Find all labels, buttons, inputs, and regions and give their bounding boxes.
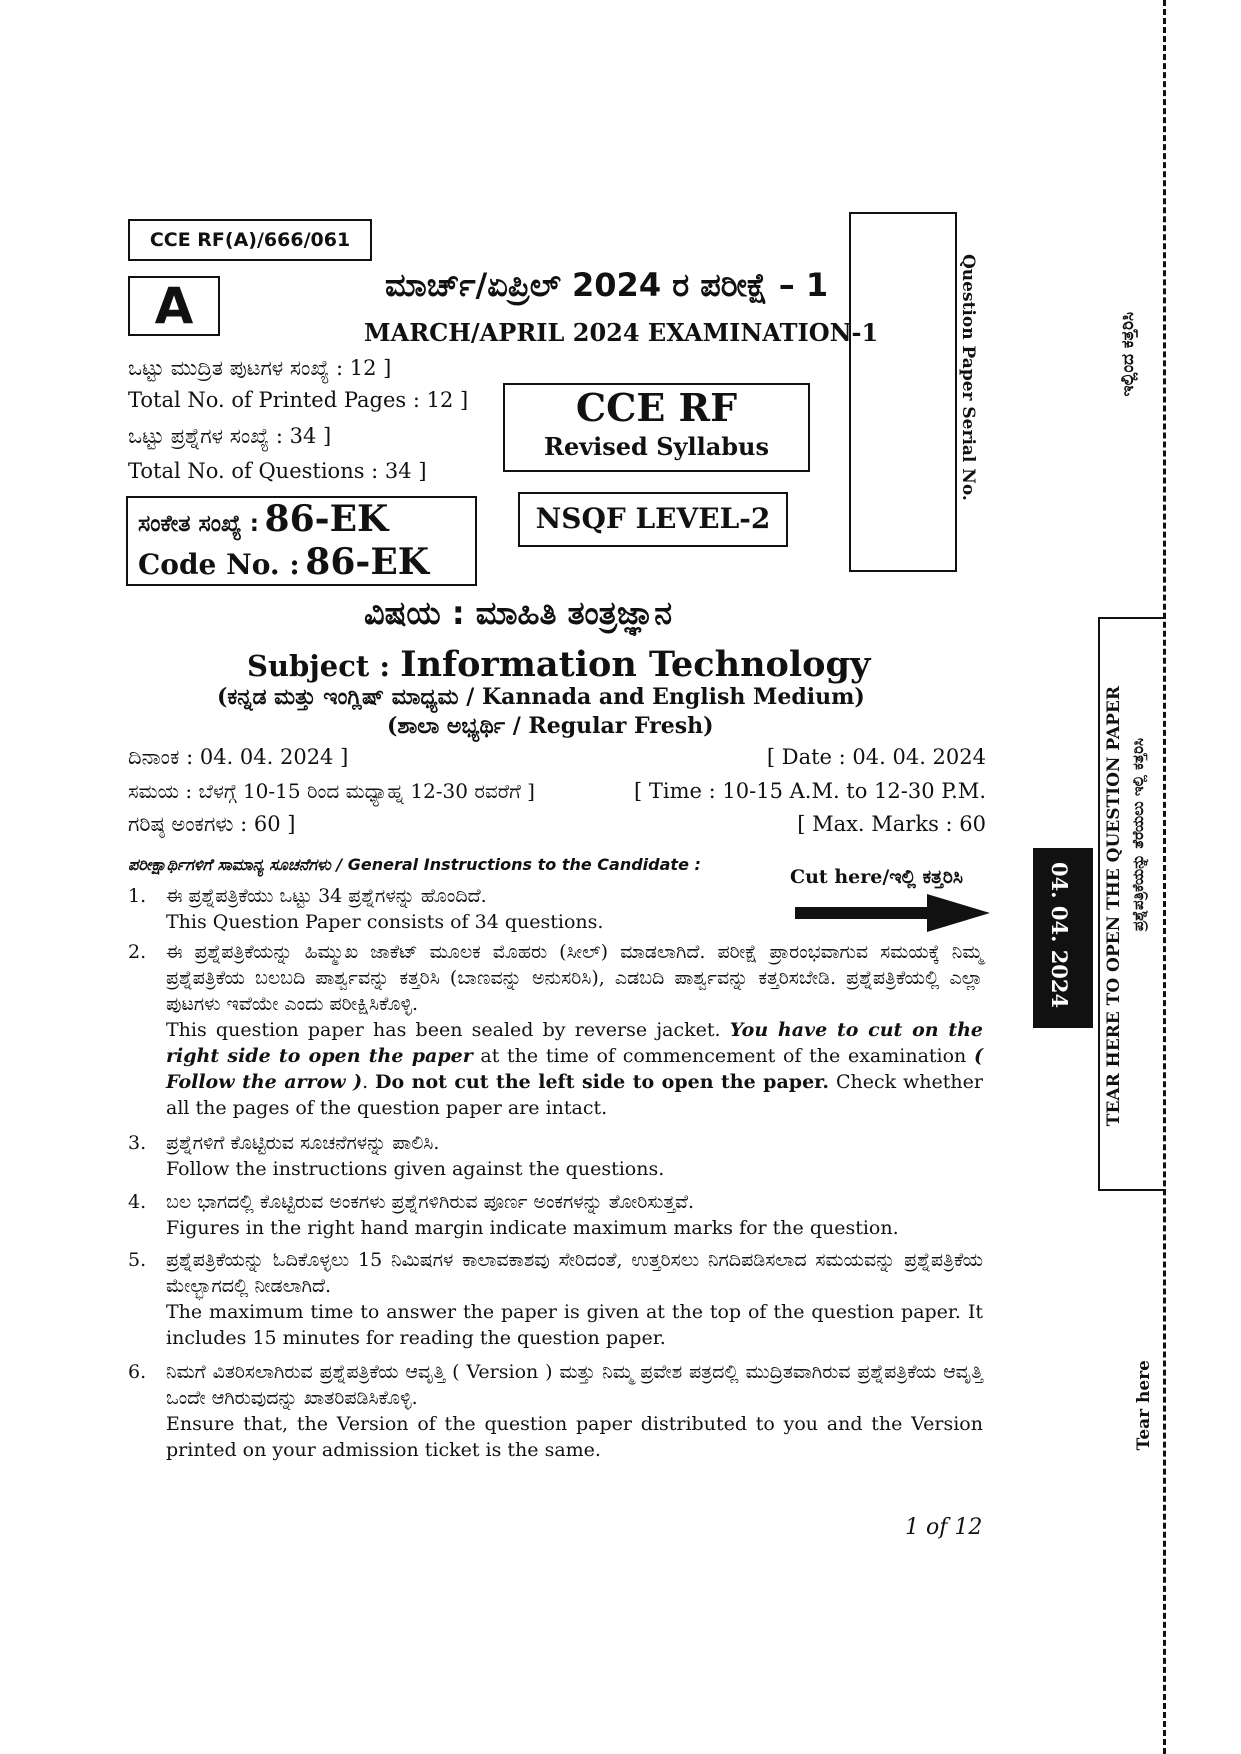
- paper-code-box: [128, 219, 372, 261]
- page-number: 1 of 12: [905, 1515, 983, 1540]
- instruction-en: This question paper has been sealed by reverse jacket. You have to cut on the right side to open the paper at the time of commencement of the examination ( Follow the arrow ). Do not cut the left side to open the paper. Check whether all the pages of the question paper are intact.: [166, 1019, 984, 1119]
- instruction-en: Ensure that, the Version of the question paper distributed to you and the Version printed on your admission ticket is the same.: [166, 1413, 983, 1461]
- subject-kn: ವಿಷಯ : ಮಾಹಿತಿ ತಂತ್ರಜ್ಞಾನ: [364, 594, 673, 632]
- instruction-item-2: [128, 939, 983, 1121]
- tear-instruction-en: TEAR HERE TO OPEN THE QUESTION PAPER: [1104, 686, 1124, 1127]
- instruction-en: Follow the instructions given against the questions.: [166, 1158, 665, 1180]
- instruction-kn: ನಿಮಗೆ ವಿತರಿಸಲಾಗಿರುವ ಪ್ರಶ್ನೆಪತ್ರಿಕೆಯ ಆವೃತ್ತಿ ( Version ) ಮತ್ತು ನಿಮ್ಮ ಪ್ರವೇಶ ಪತ್ರದಲ್ಲಿ ಮುದ್ರಿತವಾಗಿರುವ ಪ್ರಶ್ನೆಪತ್ರಿಕೆಯ ಆವೃತ್ತಿ ಒಂದೇ ಆಗಿರುವುದನ್ನು ಖಾತರಿಪಡಿಸಿಕೊಳ್ಳಿ.: [166, 1361, 983, 1409]
- instruction-kn: ಪ್ರಶ್ನೆಪತ್ರಿಕೆಯನ್ನು ಓದಿಕೊಳ್ಳಲು 15 ನಿಮಿಷಗಳ ಕಾಲಾವಕಾಶವು ಸೇರಿದಂತೆ, ಉತ್ತರಿಸಲು ನಿಗದಿಪಡಿಸಲಾದ ಸಮಯವನ್ನು ಪ್ರಶ್ನೆಪತ್ರಿಕೆಯ ಮೇಲ್ಭಾಗದಲ್ಲಿ ನೀಡಲಾಗಿದೆ.: [166, 1249, 983, 1297]
- date-kn: ದಿನಾಂಕ : 04. 04. 2024 ]: [128, 745, 349, 769]
- tear-instruction-kn: ಪ್ರಶ್ನೆಪತ್ರಿಕೆಯನ್ನು ತೆರೆಯಲು ಇಲ್ಲಿ ಕತ್ತರಿಸಿ: [1129, 738, 1147, 932]
- exam-title-kn: ಮಾರ್ಚ್/ಏಪ್ರಿಲ್ 2024 ರ ಪರೀಕ್ಷೆ – 1: [385, 266, 829, 304]
- serial-number-label: Question Paper Serial No.: [958, 254, 978, 501]
- instruction-kn: ಈ ಪ್ರಶ್ನೆಪತ್ರಿಕೆಯನ್ನು ಹಿಮ್ಮುಖ ಜಾಕೆಟ್ ಮೂಲಕ ಮೊಹರು (ಸೀಲ್) ಮಾಡಲಾಗಿದೆ. ಪರೀಕ್ಷೆ ಪ್ರಾರಂಭವಾಗುವ ಸಮಯಕ್ಕೆ ನಿಮ್ಮ ಪ್ರಶ್ನೆಪತ್ರಿಕೆಯ ಬಲಬದಿ ಪಾರ್ಶ್ವವನ್ನು ಕತ್ತರಿಸಿ (ಬಾಣವನ್ನು ಅನುಸರಿಸಿ), ಎಡಬದಿ ಪಾರ್ಶ್ವವನ್ನು ಕತ್ತರಿಸಬೇಡಿ. ಪ್ರಶ್ನೆಪತ್ರಿಕೆಯಲ್ಲಿ ಎಲ್ಲಾ ಪುಟಗಳು ಇವೆಯೇ ಎಂದು ಪರೀಕ್ಷಿಸಿಕೊಳ್ಳಿ.: [166, 941, 983, 1015]
- version-box: [128, 276, 220, 336]
- date-band-text: 04. 04. 2024: [1047, 862, 1072, 1009]
- instruction-en: This Question Paper consists of 34 questions.: [166, 911, 604, 933]
- questions-en: Total No. of Questions : 34 ]: [128, 459, 427, 483]
- questions-kn: ಒಟ್ಟು ಪ್ರಶ್ನೆಗಳ ಸಂಖ್ಯೆ : 34 ]: [128, 424, 332, 448]
- instruction-en: Figures in the right hand margin indicate maximum marks for the question.: [166, 1217, 899, 1239]
- candidate-type: (ಶಾಲಾ ಅಭ್ಯರ್ಥಿ / Regular Fresh): [387, 713, 714, 739]
- instruction-item-5: [128, 1247, 983, 1351]
- instruction-en: The maximum time to answer the paper is given at the top of the question paper. It includes 15 minutes for reading the question paper.: [166, 1301, 983, 1349]
- instruction-number: 6.: [128, 1361, 147, 1383]
- exam-title-en: MARCH/APRIL 2024 EXAMINATION-1: [364, 318, 879, 347]
- instruction-item-4: [128, 1189, 983, 1241]
- instruction-number: 5.: [128, 1249, 147, 1271]
- revised-syllabus: Revised Syllabus: [544, 432, 769, 461]
- subject-en-value: Information Technology: [400, 644, 871, 685]
- code-kn-value: 86-EK: [264, 498, 389, 540]
- code-box: [126, 496, 477, 586]
- cut-here-label: Cut here/ಇಲ್ಲಿ ಕತ್ತರಿಸಿ: [790, 866, 963, 888]
- code-en-label: Code No. :: [138, 548, 300, 581]
- time-kn: ಸಮಯ : ಬೆಳಗ್ಗೆ 10-15 ರಿಂದ ಮಧ್ಯಾಹ್ನ 12-30 ರವರೆಗೆ ]: [128, 779, 535, 803]
- subject-en-label: Subject :: [247, 649, 401, 683]
- serial-number-box: [849, 212, 957, 572]
- max-marks-en: [ Max. Marks : 60: [797, 812, 986, 836]
- nsqf-level: NSQF LEVEL-2: [535, 502, 771, 535]
- cce-rf-box: [503, 383, 810, 472]
- instructions-heading: ಪರೀಕ್ಷಾರ್ಥಿಗಳಿಗೆ ಸಾಮಾನ್ಯ ಸೂಚನೆಗಳು / General Instructions to the Candidate :: [128, 855, 701, 874]
- medium-line: (ಕನ್ನಡ ಮತ್ತು ಇಂಗ್ಲಿಷ್ ಮಾಧ್ಯಮ / Kannada and English Medium): [217, 684, 865, 710]
- date-en: [ Date : 04. 04. 2024: [766, 745, 986, 769]
- code-kn-label: ಸಂಕೇತ ಸಂಖ್ಯೆ :: [138, 511, 259, 537]
- instruction-item-3: [128, 1130, 983, 1182]
- instruction-number: 2.: [128, 941, 147, 963]
- paper-code: CCE RF(A)/666/061: [149, 229, 351, 251]
- instruction-kn: ಈ ಪ್ರಶ್ನೆಪತ್ರಿಕೆಯು ಒಟ್ಟು 34 ಪ್ರಶ್ನೆಗಳನ್ನು ಹೊಂದಿದೆ.: [166, 885, 487, 907]
- instruction-number: 1.: [128, 885, 147, 907]
- cce-rf-title: CCE RF: [575, 385, 738, 430]
- time-en: [ Time : 10-15 A.M. to 12-30 P.M.: [634, 779, 986, 803]
- instruction-kn: ಪ್ರಶ್ನೆಗಳಿಗೆ ಕೊಟ್ಟಿರುವ ಸೂಚನೆಗಳನ್ನು ಪಾಲಿಸಿ.: [166, 1132, 440, 1154]
- instruction-number: 3.: [128, 1132, 147, 1154]
- instruction-item-1: [128, 883, 983, 935]
- pages-kn: ಒಟ್ಟು ಮುದ್ರಿತ ಪುಟಗಳ ಸಂಖ್ಯೆ : 12 ]: [128, 356, 392, 380]
- tear-here-label: Tear here: [1134, 1360, 1154, 1451]
- instruction-number: 4.: [128, 1191, 147, 1213]
- instruction-kn: ಬಲ ಭಾಗದಲ್ಲಿ ಕೊಟ್ಟಿರುವ ಅಂಕಗಳು ಪ್ರಶ್ನೆಗಳಿಗಿರುವ ಪೂರ್ಣ ಅಂಕಗಳನ್ನು ತೋರಿಸುತ್ತವೆ.: [166, 1191, 695, 1213]
- nsqf-box: [518, 492, 788, 547]
- code-en-value: 86-EK: [305, 541, 430, 583]
- subject-line: [247, 644, 870, 685]
- cut-from-here-kn: ಇಲ್ಲಿಂದ ಕತ್ತರಿಸಿ: [1118, 312, 1138, 397]
- max-marks-kn: ಗರಿಷ್ಠ ಅಂಕಗಳು : 60 ]: [128, 812, 296, 836]
- pages-en: Total No. of Printed Pages : 12 ]: [128, 388, 469, 412]
- version-letter: A: [154, 277, 194, 335]
- instruction-item-6: [128, 1359, 983, 1463]
